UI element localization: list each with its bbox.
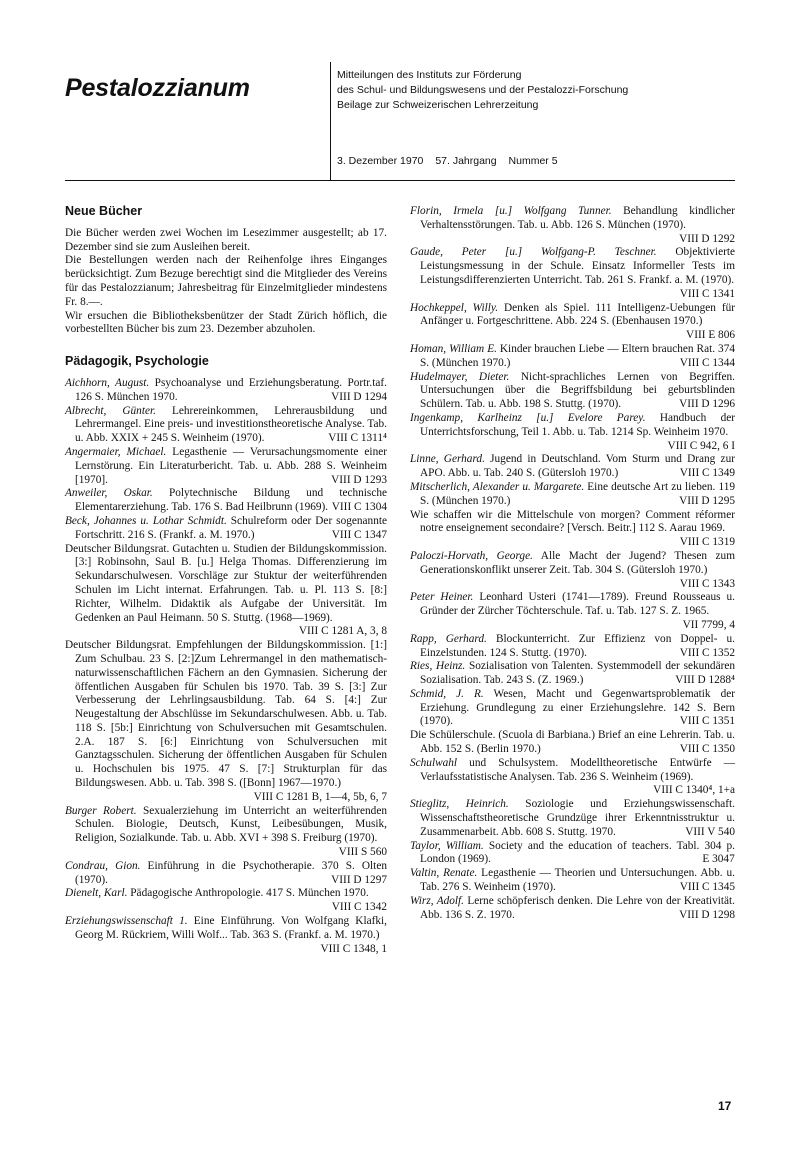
book-entry: [410, 660, 735, 688]
book-entry: [65, 915, 387, 956]
book-description: Kinder brauchen Liebe — Eltern brauchen Rat. 374 S. (München 1970.): [420, 342, 735, 369]
issue-volume: 57. Jahrgang: [435, 155, 497, 167]
book-entry: [65, 860, 387, 888]
header-rule: [65, 180, 735, 181]
call-number: VII 7799, 4: [682, 618, 735, 631]
masthead: [65, 62, 735, 182]
book-description: Legasthenie — Verursachungsmomente einer Lernstörung. Ein Literaturbericht. Tab. u. Abb. 288 S. Weinheim [1970].: [75, 445, 387, 486]
book-author: Paloczi-Horvath, George.: [410, 549, 533, 562]
issue-date: 3. Dezember 1970: [337, 155, 424, 167]
section-heading: Pädagogik, Psychologie: [65, 354, 209, 369]
call-number: VIII C 1281 B, 1—4, 5b, 6, 7: [253, 790, 387, 803]
book-description: Jugend in Deutschland. Vom Sturm und Drang zur APO. Abb. u. Tab. 240 S. (Gütersloh 1970.): [420, 453, 735, 480]
book-description: Polytechnische Bildung und technische Elementarerziehung. Tab. 176 S. Bad Heilbrunn (1969).: [75, 487, 387, 514]
book-author: Mitscherlich, Alexander u. Margarete.: [410, 480, 585, 493]
book-author: Ingenkamp, Karlheinz [u.] Evelore Parey.: [410, 411, 646, 424]
call-number: VIII E 806: [686, 329, 735, 342]
book-entry: [65, 487, 387, 515]
issue-info: [337, 155, 567, 167]
book-entry: [410, 757, 735, 798]
book-description: Deutscher Bildungsrat. Gutachten u. Studien der Bildungskommission. [3:] Robinsohn, Saul B. [u.] Helga Thomas. Differenzierung im Sekundarschulwesen. Vorschläge zur Stuktur der weiterführenden Schulen im Licht internat. Erfahrungen. Tab. u. Pl. 113 S. [8:] Richter, Wilhelm. Didaktik als Aufgabe der Universität. Im Gedenken an Paul Heimann. 50 S. Stuttg. (1968—1969).: [65, 542, 387, 624]
book-author: Hudelmayer, Dieter.: [410, 370, 510, 383]
book-author: Anweiler, Oskar.: [65, 487, 153, 500]
book-author: Erziehungswissenschaft 1.: [65, 915, 188, 928]
book-author: Schulwahl: [410, 756, 458, 769]
book-description: Society and the education of teachers. Tabl. 304 p. London (1969).: [420, 839, 735, 866]
book-description: Leonhard Usteri (1741—1789). Freund Rousseaus u. Gründer der Zürcher Töchterschule. Taf. u. Tab. 127 S. Z. 1965.: [420, 591, 735, 618]
call-number: VIII C 1349: [679, 467, 735, 480]
book-author: Condrau, Gion.: [65, 859, 141, 872]
book-entry: [410, 509, 735, 550]
book-entry: [410, 343, 735, 371]
issue-number: Nummer 5: [508, 155, 558, 167]
book-entry: [410, 412, 735, 453]
book-entry: [410, 840, 735, 868]
call-number: VIII C 1341: [679, 287, 735, 300]
book-entry: [65, 405, 387, 446]
book-author: Hochkeppel, Willy.: [410, 301, 499, 314]
call-number: VIII S 560: [338, 846, 387, 859]
book-entry: [410, 550, 735, 591]
call-number: VIII C 942, 6 I: [667, 439, 735, 452]
call-number: VIII C 1343: [679, 577, 735, 590]
book-entry: [410, 688, 735, 729]
book-entry: [65, 639, 387, 805]
book-author: Peter Heiner.: [410, 591, 474, 604]
call-number: VIII D 1297: [331, 873, 387, 886]
book-entry: [410, 633, 735, 661]
call-number: VIII D 1292: [679, 232, 735, 245]
book-description: Lehrereinkommen, Lehrerausbildung und Lehrermangel. Eine preis- und investitionstheoretische Analyse. Tab. u. Abb. XXIX + 245 S. Weinheim (1970).: [75, 404, 387, 445]
call-number: VIII C 1281 A, 3, 8: [298, 625, 387, 638]
call-number: E 3047: [702, 853, 735, 866]
book-entry: [410, 371, 735, 412]
book-description: Deutscher Bildungsrat. Empfehlungen der Bildungskommission. [1:] Zum Schulbau. 23 S. [2:]Zum Lehrermangel in den mathematisch-naturwissenschaftlichen Fächern an den Gymnasien. Sicherung der öffentlichen Ausgaben für Schulen bis 1970. Tab. 39 S. [3:] Zur Verbesserung der Lehrlingsausbildung. Tab. 64 S. [4:] Zur Neugestaltung der Abschlüsse im Sekundarschulwesen. Abb. u. Tab. 118 S. [5b:] Einrichtung von Schulversuchen mit Gesamtschulen. 2.A. 187 S. [6:] Einrichtung von Schulversuchen mit Ganztagsschulen. Sicherung der öffentlichen Ausgaben für Schulen u. Hochschulen bis 1975. 47 S. [7:] Strukturplan für das Bildungswesen. Abb. u. Tab. 398 S. ([Bonn] 1967—1970.): [65, 639, 387, 790]
book-author: Burger Robert.: [65, 804, 137, 817]
book-description: Psychoanalyse und Erziehungsberatung. Portr.taf. 126 S. München 1970.: [75, 376, 387, 403]
call-number: VIII C 1340⁴, 1+a: [653, 784, 735, 797]
call-number: VIII C 1350: [679, 743, 735, 756]
book-author: Dienelt, Karl.: [65, 887, 128, 900]
book-description: und Schulsystem. Modelltheoretische Entwürfe — Verlaufsstatistische Analysen. Tab. 236 S. Weinheim (1969).: [420, 756, 735, 783]
call-number: VIII C 1342: [331, 901, 387, 914]
book-description: Behandlung kindlicher Verhaltensstörungen. Tab. u. Abb. 126 S. München (1970).: [420, 205, 735, 231]
book-description: Eine deutsche Art zu lieben. 119 S. (München 1970.): [420, 480, 735, 507]
book-author: Gaude, Peter [u.] Wolfgang-P. Teschner.: [410, 246, 657, 259]
call-number: VIII C 1351: [679, 715, 735, 728]
book-description: Lerne schöpferisch denken. Die Lehre von der Kreativität. Abb. 136 S. Z. 1970.: [420, 894, 735, 921]
book-entry: [65, 446, 387, 487]
call-number: VIII C 1304: [331, 501, 387, 514]
book-entry: [65, 887, 387, 915]
subtitle-line: Mitteilungen des Instituts zur Förderung: [337, 69, 522, 81]
book-entry: [410, 895, 735, 923]
call-number: VIII D 1288⁴: [675, 674, 735, 687]
book-list-right: [410, 205, 735, 922]
left-column: [65, 205, 387, 956]
book-entry: [410, 798, 735, 839]
book-entry: [410, 205, 735, 246]
book-description: Wie schaffen wir die Mittelschule von morgen? Comment réformer notre enseignement secondaire? [Versch. Beitr.] 112 S. Aarau 1969.: [410, 508, 735, 535]
book-entry: [410, 453, 735, 481]
book-author: Beck, Johannes u. Lothar Schmidt.: [65, 514, 227, 527]
book-description: Denken als Spiel. 111 Intelligenz-Uebungen für Anfänger u. Fortgeschrittene. Abb. 224 S. (Ebenhausen 1970.): [420, 301, 735, 328]
book-author: Angermaier, Michael.: [65, 445, 167, 458]
call-number: VIII D 1295: [679, 494, 735, 507]
subtitle-line: Beilage zur Schweizerischen Lehrerzeitung: [337, 99, 539, 111]
book-description: Handbuch der Unterrichtsforschung, Teil 1. Abb. u. Tab. 1214 Sp. Weinheim 1970.: [420, 411, 735, 438]
call-number: VIII C 1347: [331, 528, 387, 541]
book-description: Wesen, Macht und Gegenwartsproblematik der Erziehung. Grundlegung zu einer Erziehungslehre. 142 S. Bern (1970).: [420, 687, 735, 728]
call-number: VIII C 1311⁴: [328, 432, 387, 445]
book-entry: [65, 543, 387, 640]
intro-paragraph: Wir ersuchen die Bibliotheksbenützer der Stadt Zürich höflich, die vorbestellten Bücher bis zum 23. Dezember abzuholen.: [65, 309, 387, 336]
book-entry: [410, 481, 735, 509]
intro-paragraph: Die Bücher werden zwei Wochen im Lesezimmer ausgestellt; ab 17. Dezember sind sie zum Ausleihen bereit.: [65, 226, 387, 253]
book-entry: [410, 591, 735, 632]
book-author: Homan, William E.: [410, 342, 497, 355]
book-description: Eine Einführung. Von Wolfgang Klafki, Georg M. Rückriem, Willi Wolf... Tab. 363 S. (Frankf. a. M. 1970.): [75, 915, 387, 941]
page-number: 17: [718, 1099, 732, 1113]
right-column: [410, 205, 735, 922]
book-description: Nicht-sprachliches Lernen von Begriffen. Untersuchungen über die Begriffsbildung bei geburtsblinden Schülern. Tab. u. Abb. 198 S. Stuttg. (1970).: [420, 370, 736, 411]
journal-subtitle: [337, 68, 628, 113]
intro-heading: Neue Bücher: [65, 204, 143, 218]
book-entry: [65, 515, 387, 543]
book-author: Ries, Heinz.: [410, 660, 466, 673]
book-entry: [65, 805, 387, 860]
book-description: Sozialisation von Talenten. Systemmodell der sekundären Sozialisation. Tab. 243 S. (Z. 1969.): [420, 660, 736, 687]
call-number: VIII C 1344: [679, 356, 735, 369]
call-number: VIII C 1345: [679, 881, 735, 894]
book-list-left: [65, 377, 387, 956]
journal-title: Pestalozzianum: [65, 74, 250, 102]
book-author: Florin, Irmela [u.] Wolfgang Tunner.: [410, 205, 612, 217]
book-author: Wirz, Adolf.: [410, 894, 465, 907]
book-author: Aichhorn, August.: [65, 376, 150, 389]
book-author: Valtin, Renate.: [410, 867, 478, 880]
subtitle-line: des Schul- und Bildungswesens und der Pestalozzi-Forschung: [337, 84, 629, 96]
header-divider: [330, 62, 331, 180]
call-number: VIII V 540: [685, 825, 735, 838]
call-number: VIII C 1348, 1: [320, 942, 387, 955]
call-number: VIII C 1352: [679, 646, 735, 659]
call-number: VIII D 1293: [331, 473, 387, 486]
book-author: Albrecht, Günter.: [65, 404, 156, 417]
book-author: Stieglitz, Heinrich.: [410, 798, 509, 811]
call-number: VIII D 1294: [331, 390, 387, 403]
book-description: Pädagogische Anthropologie. 417 S. München 1970.: [127, 887, 369, 900]
book-description: Soziologie und Erziehungswissenschaft. Wissenschaftstheoretische Grundzüge ihrer Erkenntnisstruktur u. Zusammenarbeit. Abb. 608 S. Stuttg. 1970.: [420, 798, 736, 838]
call-number: VIII D 1298: [679, 908, 735, 921]
book-entry: [410, 867, 735, 895]
book-description: Objektivierte Leistungsmessung in der Schule. Einsatz Informeller Tests im Leistungsdifferenzierten Unterricht. Tab. 261 S. Frankf. a. M. (1970).: [420, 246, 735, 286]
book-description: Legasthenie — Theorien und Untersuchungen. Abb. u. Tab. 276 S. Weinheim (1970).: [420, 867, 735, 894]
intro-paragraph: Die Bestellungen werden nach der Reihenfolge ihres Einganges berücksichtigt. Zum Bezuge berechtigt sind die Mitglieder des Vereins für das Pestalozzianum; Jahresbeitrag für Einzelmitglieder mindestens Fr. 8.—.: [65, 254, 387, 308]
book-entry: [410, 729, 735, 757]
book-author: Linne, Gerhard.: [410, 453, 485, 466]
book-entry: [410, 302, 735, 343]
book-description: Einführung in die Psychotherapie. 370 S. Olten (1970).: [75, 859, 387, 886]
book-entry: [65, 377, 387, 405]
book-description: Sexualerziehung im Unterricht an weiterführenden Schulen. Biologie, Deutsch, Kunst, Leibesübungen, Musik, Religion, Sozialkunde. Tab. u. Abb. XVI + 398 S. Freiburg (1970).: [75, 804, 387, 845]
book-author: Schmid, J. R.: [410, 687, 484, 700]
book-entry: [410, 246, 735, 301]
call-number: VIII C 1319: [679, 536, 735, 549]
book-author: Rapp, Gerhard.: [410, 632, 487, 645]
book-description: Alle Macht der Jugend? Thesen zum Generationskonflikt unserer Zeit. Tab. 304 S. (Gütersloh 1970.): [420, 549, 735, 576]
book-description: Schulreform oder Der sogenannte Fortschritt. 216 S. (Frankf. a. M. 1970.): [75, 514, 387, 541]
book-description: Die Schülerschule. (Scuola di Barbiana.) Brief an eine Lehrerin. Tab. u. Abb. 152 S. (Berlin 1970.): [410, 729, 735, 756]
book-author: Taylor, William.: [410, 839, 484, 852]
call-number: VIII D 1296: [679, 398, 735, 411]
book-description: Blockunterricht. Zur Effizienz von Doppel- u. Einzelstunden. 124 S. Stuttg. (1970).: [420, 632, 736, 659]
